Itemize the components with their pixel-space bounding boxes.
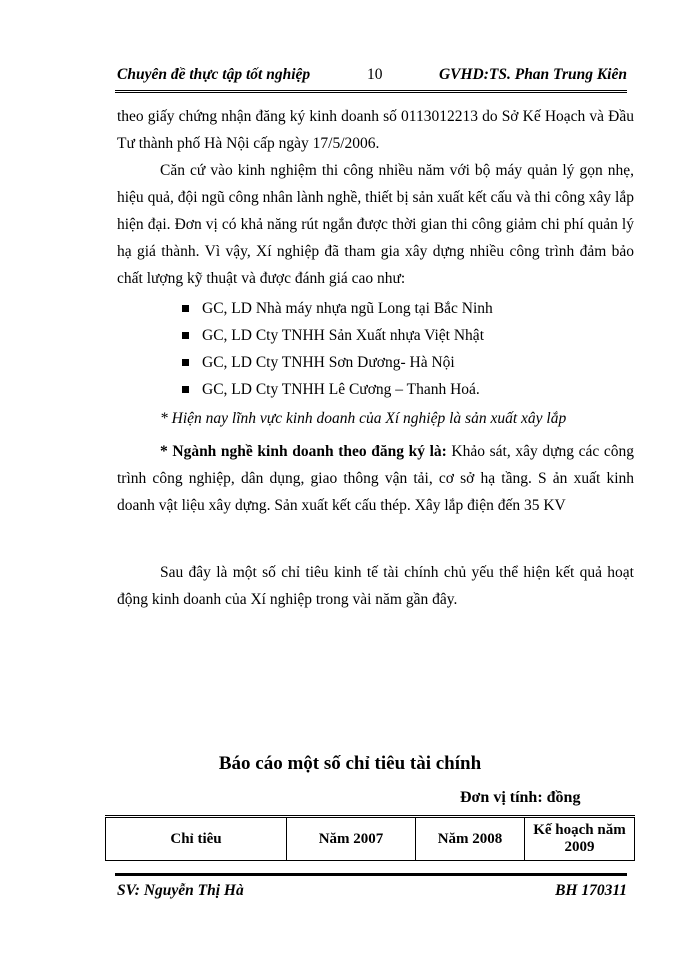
column-header-plan-2009: Kế hoạch năm 2009 (525, 817, 635, 861)
bullet-square-icon (182, 359, 189, 366)
bullet-square-icon (182, 305, 189, 312)
page-footer (115, 873, 627, 906)
page-number: 10 (367, 66, 383, 83)
page-header (115, 62, 627, 93)
bullet-square-icon (182, 386, 189, 393)
paragraph-intro-indicators: Sau đây là một số chỉ tiêu kinh tế tài chính chủ yếu thể hiện kết quả hoạt động kinh doanh của Xí nghiệp trong vài năm gần đây. (117, 564, 634, 608)
registered-business-text: Khảo sát, xây dựng các công trình công nghiệp, dân dụng, giao thông vận tải, cơ sở hạ tầng. S ản xuất kinh doanh vật liệu xây dựng. Sản xuất kết cấu thép. Xây lắp điện đến 35 KV (117, 443, 635, 514)
project-list (182, 295, 493, 403)
student-id: BH 170311 (555, 882, 627, 899)
registered-business-heading: * Ngành nghề kinh doanh theo đăng ký là: (160, 443, 447, 460)
column-header-2007: Năm 2007 (287, 817, 416, 861)
business-field-note: * Hiện nay lĩnh vực kinh doanh của Xí nghiệp là sản xuất xây lắp (160, 410, 567, 427)
student-name: SV: Nguyễn Thị Hà (117, 882, 244, 899)
paragraph-registered-business (117, 438, 634, 519)
list-item-text: GC, LD Cty TNHH Sơn Dương- Hà Nội (202, 354, 455, 371)
paragraph-experience: Căn cứ vào kinh nghiệm thi công nhiều năm với bộ máy quản lý gọn nhẹ, hiệu quả, đội ngũ công nhân lành nghề, thiết bị sản xuất kết cấu và thi công xây lắp hiện đại. Đơn vị có khả năng rút ngắn được thời gian thi công giảm chi phí quản lý hạ giá thành. Vì vậy, Xí nghiệp đã tham gia xây dựng nhiều công trình đảm bảo chất lượng kỹ thuật và được đánh giá cao như: (117, 162, 634, 287)
list-item (182, 376, 493, 403)
currency-unit: Đơn vị tính: đồng (460, 789, 581, 806)
header-document-title: Chuyên đề thực tập tốt nghiệp (117, 66, 311, 83)
bullet-square-icon (182, 332, 189, 339)
list-item-text: GC, LD Cty TNHH Sản Xuất nhựa Việt Nhật (202, 327, 484, 344)
report-title: Báo cáo một số chỉ tiêu tài chính (218, 753, 482, 774)
header-supervisor: GVHD:TS. Phan Trung Kiên (438, 66, 627, 83)
list-item-text: GC, LD Cty TNHH Lê Cương – Thanh Hoá. (202, 381, 480, 398)
paragraph-registration: theo giấy chứng nhận đăng ký kinh doanh số 0113012213 do Sở Kế Hoạch và Đầu Tư thành phố Hà Nội cấp ngày 17/5/2006. (117, 108, 634, 152)
list-item (182, 349, 493, 376)
financial-table (105, 815, 635, 861)
list-item (182, 322, 493, 349)
list-item (182, 295, 493, 322)
table-header-row (106, 817, 635, 861)
column-header-indicator: Chỉ tiêu (106, 817, 287, 861)
list-item-text: GC, LD Nhà máy nhựa ngũ Long tại Bắc Ninh (202, 300, 493, 317)
column-header-2008: Năm 2008 (416, 817, 525, 861)
